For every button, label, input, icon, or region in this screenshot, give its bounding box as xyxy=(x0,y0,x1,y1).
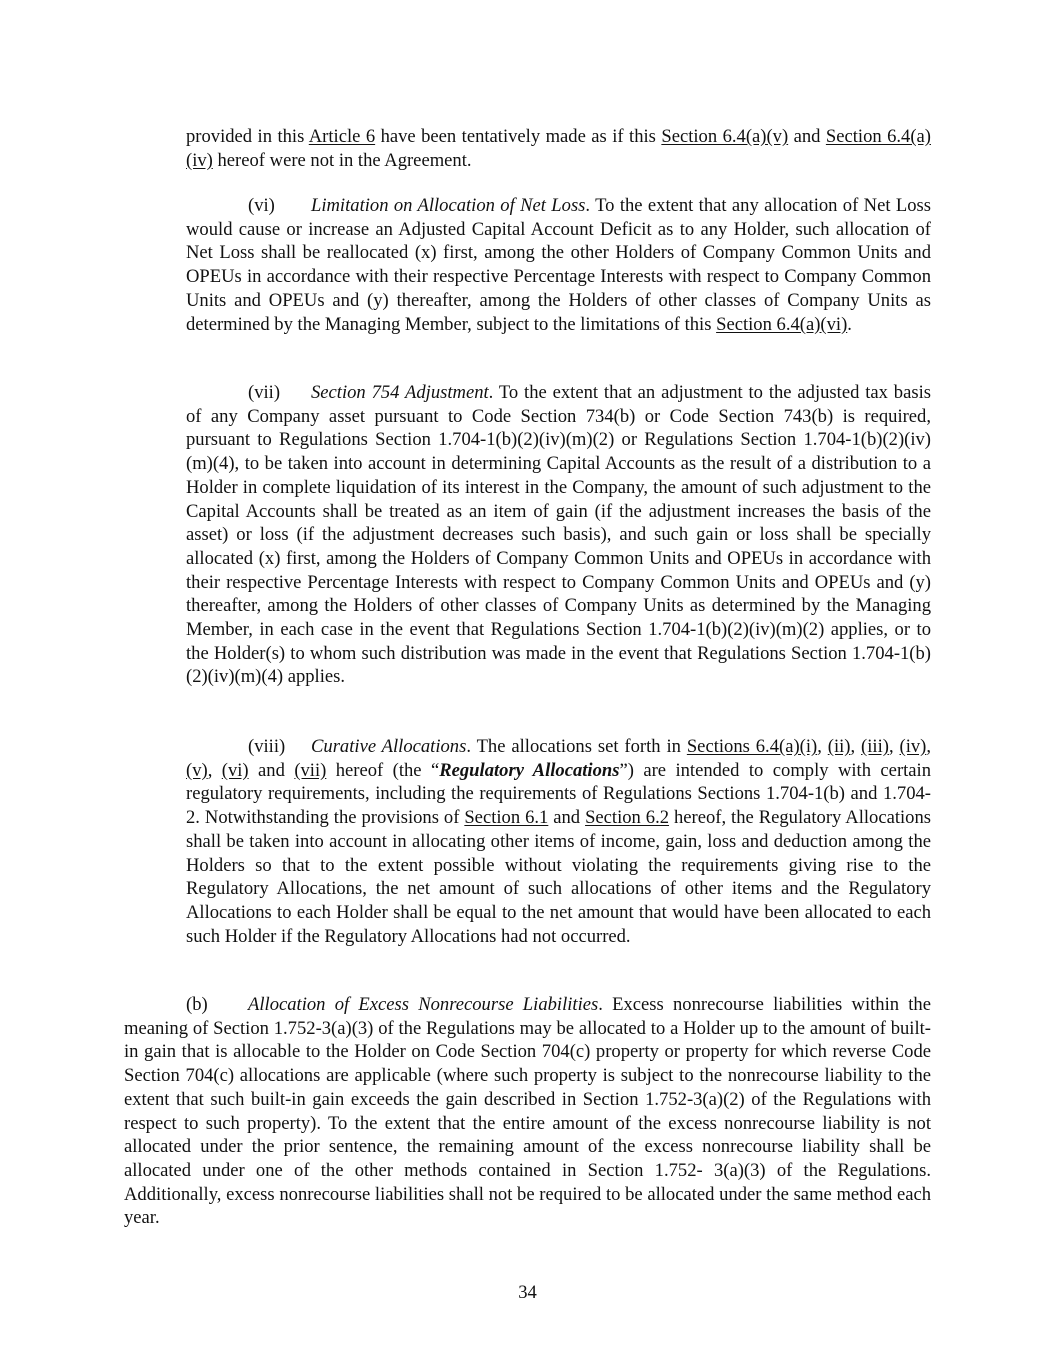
cross-reference-iii: (iii) xyxy=(861,736,889,757)
text-run: . xyxy=(847,313,852,335)
cross-reference-section-6-4-a-v: Section 6.4(a)(v) xyxy=(661,126,789,147)
text-run: hereof were not in the Agreement. xyxy=(212,149,472,171)
text-run: , xyxy=(817,736,828,757)
paragraph-heading: Section 754 Adjustment xyxy=(311,382,489,403)
paragraph-viii xyxy=(186,735,931,948)
cross-reference-section-6-4-a-vi: Section 6.4(a)(vi) xyxy=(716,313,848,335)
text-run: and xyxy=(788,126,826,147)
text-run: , xyxy=(850,736,862,757)
cross-reference-section-6-2: Section 6.2 xyxy=(585,807,670,829)
paragraph-body: . To the extent that any allocation of Net Loss would cause or increase an Adjusted Capital Account Deficit as to any Holder, such allocation of Net Loss shall be reallocated (x) first, among the other Holders of Company Common Units and OPEUs in accordance with their respective Percentage Interests with respect to Company Common Units and OPEUs and (y) thereafter, among the Holders of other classes of Company Units as determined by the Managing Member, subject to the limitations of this xyxy=(186,195,931,335)
text-run: . The allocations set forth in xyxy=(466,736,687,757)
paragraph-heading: Limitation on Allocation of Net Loss xyxy=(311,195,586,216)
paragraph-heading: Curative Allocations xyxy=(311,736,467,757)
cross-reference-vi: (vi) xyxy=(221,759,249,781)
cross-reference-section-6-4-a-iv: Section 6.4(a)(iv) xyxy=(186,126,931,171)
cross-reference-iv: (iv) xyxy=(899,736,927,757)
text-run: , xyxy=(926,736,932,757)
paragraph-vii xyxy=(186,381,931,689)
paragraph-b xyxy=(124,993,931,1230)
text-run: and xyxy=(248,759,295,781)
text-run: , xyxy=(888,736,900,757)
text-run: provided in this xyxy=(186,126,309,147)
text-run: hereof, the Regulatory Allocations shall be taken into account in allocating other items of income, gain, loss and deduction among the Holders so that to the extent possible without violating the requirements giving rise to the Regulatory Allocations, the net amount of such allocations of other items and the Regulatory Allocations to each Holder shall be equal to the net amount that would have been allocated to each such Holder if the Regulatory Allocations had not occurred. xyxy=(186,807,931,947)
paragraph-number: (viii) xyxy=(248,736,286,757)
text-run: hereof (the “ xyxy=(326,759,440,781)
text-run: have been tentatively made as if this xyxy=(375,126,662,147)
page-number: 34 xyxy=(518,1282,537,1303)
paragraph-number: (vii) xyxy=(248,382,281,403)
text-run: , xyxy=(207,759,222,781)
cross-reference-sections-6-4-a-i: Sections 6.4(a)(i) xyxy=(686,736,818,757)
paragraph-body: . Excess nonrecourse liabilities within the meaning of Section 1.752-3(a)(3) of the Regulations may be allocated to a Holder up to the amount of built-in gain that is allocable to the Holder on Code Section 704(c) property or property for which reverse Code Section 704(c) allocations are applicable (where such property is subject to the nonrecourse liability to the extent that such built-in gain exceeds the gain described in Section 1.752-3(a)(2) of the Regulations with respect to such property). To the extent that the entire amount of the excess nonrecourse liability is not allocated under the prior sentence, the remaining amount of the excess nonrecourse liability shall be allocated under one of the other methods contained in Section 1.752- 3(a)(3) of the Regulations. Additionally, excess nonrecourse liabilities shall not be required to be allocated under the same method each year. xyxy=(124,994,931,1229)
paragraph-body: . To the extent that an adjustment to the adjusted tax basis of any Company asset pursuant to Code Section 734(b) or Code Section 743(b) is required, pursuant to Regulations Section 1.704-1(b)(2)(iv)(m)(2) or Regulations Section 1.704-1(b)(2)(iv)(m)(4), to be taken into account in determining Capital Accounts as the result of a distribution to a Holder in complete liquidation of its interest in the Company, the amount of such adjustment to the Capital Accounts shall be treated as an item of gain (if the adjustment increases the basis of the asset) or loss (if the adjustment decreases such basis), and such gain or loss shall be specially allocated (x) first, among the Holders of Company Common Units and OPEUs in accordance with their respective Percentage Interests with respect to Company Common Units and OPEUs and (y) thereafter, among the Holders of other classes of Company Units as determined by the Managing Member, in each case in the event that Regulations Section 1.704-1(b)(2)(iv)(m)(2) applies, or to the Holder(s) to whom such distribution was made in the event that Regulations Section 1.704-1(b)(2)(iv)(m)(4) applies. xyxy=(186,382,931,688)
defined-term: Regulatory Allocations xyxy=(439,759,620,781)
cross-reference-article-6: Article 6 xyxy=(308,126,376,147)
paragraph-number: (vi) xyxy=(248,195,275,216)
cross-reference-vii: (vii) xyxy=(294,759,327,781)
paragraph-continuation xyxy=(186,125,931,172)
paragraph-number: (b) xyxy=(186,994,208,1015)
cross-reference-ii: (ii) xyxy=(827,736,851,757)
paragraph-vi xyxy=(186,194,931,336)
cross-reference-section-6-1: Section 6.1 xyxy=(464,807,549,829)
text-run: and xyxy=(548,807,586,829)
paragraph-heading: Allocation of Excess Nonrecourse Liabilities xyxy=(248,994,599,1015)
cross-reference-v: (v) xyxy=(186,759,208,781)
text-run: ”) are intended to comply with certain regulatory requirements, including the requirements of Regulations Sections 1.704-1(b) and 1.704-2. Notwithstanding the provisions of xyxy=(186,759,932,829)
